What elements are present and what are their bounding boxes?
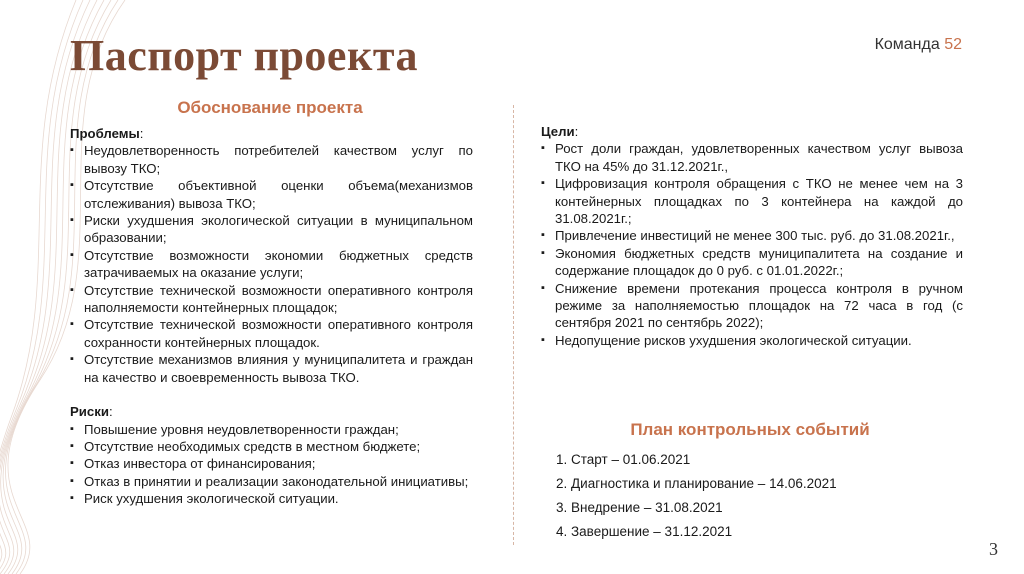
plan-heading: План контрольных событий (630, 420, 870, 439)
list-item: ▪ Неудовлетворенность потребителей качеством услуг по вывозу ТКО; (70, 142, 473, 177)
left-column (70, 125, 473, 508)
list-item: ▪ Отсутствие механизмов влияния у муниципалитета и граждан на качество и своевременность вывоза ТКО. (70, 351, 473, 386)
list-item: ▪ Отсутствие необходимых средств в местном бюджете; (70, 438, 473, 455)
goals-heading: Цели: (541, 124, 579, 139)
plan-item: 4. Завершение – 31.12.2021 (556, 524, 733, 539)
plan-list (556, 452, 837, 548)
list-item: ▪ Отсутствие технической возможности оперативного контроля наполняемости контейнерных площадок; (70, 282, 473, 317)
plan-item: 2. Диагностика и планирование – 14.06.2021 (556, 476, 837, 491)
list-item: ▪ Цифровизация контроля обращения с ТКО не менее чем на 3 контейнерных площадках по 3 контейнера на каждой до 31.08.2021г.; (541, 175, 963, 227)
list-item: ▪ Отказ в принятии и реализации законодательной инициативы; (70, 473, 473, 490)
right-column (541, 123, 963, 349)
list-item: ▪ Привлечение инвестиций не менее 300 тыс. руб. до 31.08.2021г., (541, 227, 963, 244)
list-item: ▪ Отсутствие технической возможности оперативного контроля сохранности контейнерных площадок. (70, 316, 473, 351)
list-item: ▪ Повышение уровня неудовлетворенности граждан; (70, 421, 473, 438)
list-item: ▪ Риск ухудшения экологической ситуации. (70, 490, 473, 507)
goals-list (541, 140, 963, 349)
page-title: Паспорт проекта (70, 31, 418, 80)
list-item: ▪ Экономия бюджетных средств муниципалитета на создание и содержание площадок до 0 руб. с 01.01.2022г.; (541, 245, 963, 280)
plan-item: 1. Старт – 01.06.2021 (556, 452, 691, 467)
list-item: ▪ Отсутствие возможности экономии бюджетных средств затрачиваемых на оказание услуги; (70, 247, 473, 282)
rationale-heading: Обоснование проекта (177, 98, 363, 117)
problems-heading: Проблемы: (70, 126, 144, 141)
list-item: ▪ Отказ инвестора от финансирования; (70, 455, 473, 472)
risks-list (70, 421, 473, 508)
problems-list (70, 142, 473, 386)
list-item: ▪ Снижение времени протекания процесса контроля в ручном режиме за наполняемостью площадок на 72 часа в год (с сентября 2021 по сентябрь 2022); (541, 280, 963, 332)
plan-item: 3. Внедрение – 31.08.2021 (556, 500, 723, 515)
brand-logo (875, 36, 962, 54)
risks-heading: Риски: (70, 404, 113, 420)
list-item: ▪ Отсутствие объективной оценки объема(механизмов отслеживания) вывоза ТКО; (70, 177, 473, 212)
list-item: ▪ Недопущение рисков ухудшения экологической ситуации. (541, 332, 963, 349)
list-item: ▪ Рост доли граждан, удовлетворенных качеством услуг вывоза ТКО на 45% до 31.12.2021г., (541, 140, 963, 175)
brand-number: 52 (944, 36, 962, 53)
page-number: 3 (989, 539, 998, 559)
brand-name: Команда (874, 36, 940, 53)
column-divider (513, 105, 514, 545)
list-item: ▪ Риски ухудшения экологической ситуации в муниципальном образовании; (70, 212, 473, 247)
